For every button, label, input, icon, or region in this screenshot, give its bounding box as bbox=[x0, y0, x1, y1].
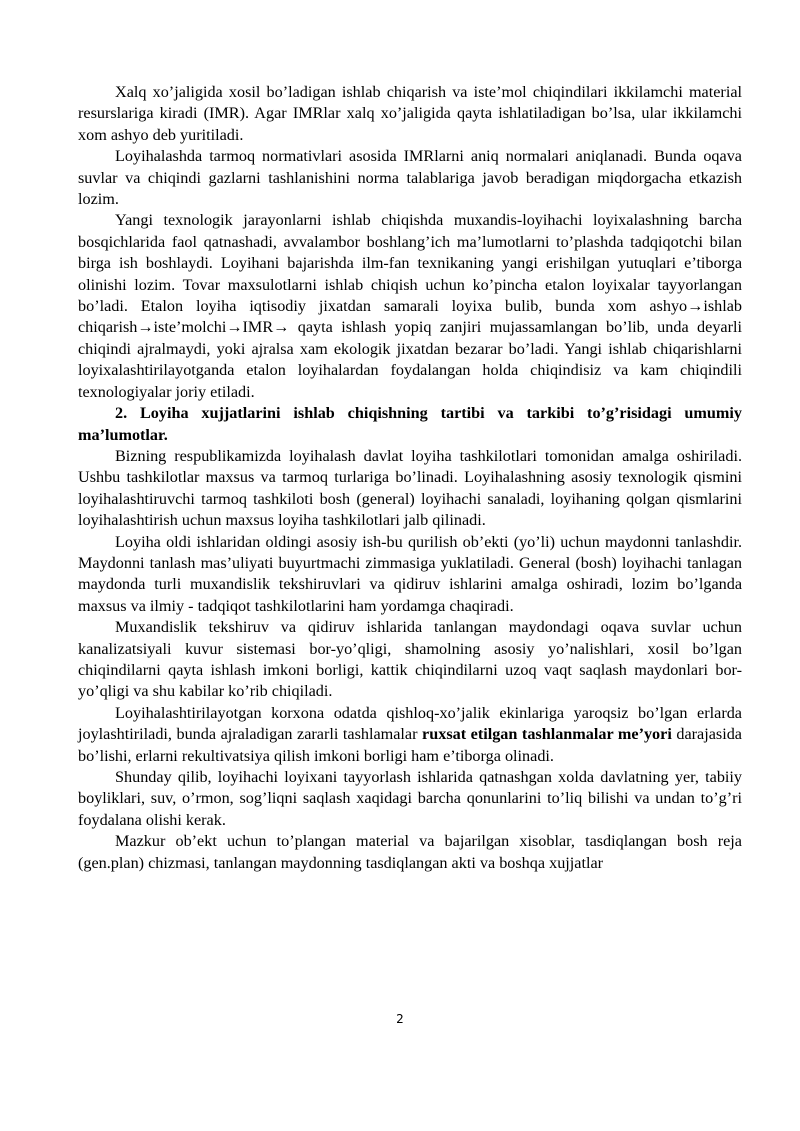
paragraph-7-text-start: Loyihalashtirilayotgan korxona odatda qishloq-xo’jalik ekinlariga yaroqsiz bo’lgan erlarda joylashtiriladi, bunda ajraladigan zararli tashlamalar bbox=[78, 703, 742, 744]
paragraph-7 bbox=[78, 703, 742, 767]
paragraph-6: Muxandislik tekshiruv va qidiruv ishlarida tanlangan maydondagi oqava suvlar uchun kanalizatsiyali kuvur sistemasi bor-yo’qligi, shamolning asosiy yo’nalishlari, xosil bo’lgan chiqindilarni qayta ishlash imkoni borligi, kattik chiqindilarni uzoq vaqt saqlash maydonlari bor-yo’qligi va shu kabilar ko’rib chiqiladi. bbox=[78, 618, 742, 701]
paragraph-2: Loyihalashda tarmoq normativlari asosida IMRlarni aniq normalari aniqlanadi. Bunda oqava suvlar va chiqindi gazlarni tashlanishini norma talablariga javob beradigan miqdorgacha etkazish lozim. bbox=[78, 147, 742, 209]
document-page bbox=[78, 82, 742, 874]
page-number: 2 bbox=[396, 1012, 404, 1026]
paragraph-7-bold-term: ruxsat etilgan tashlanmalar me’yori bbox=[422, 725, 672, 744]
paragraph-5: Loyiha oldi ishlaridan oldingi asosiy ish-bu qurilish ob’ekti (yo’li) uchun maydonni tanlashdir. Maydonni tanlash mas’uliyati buyurtmachi zimmasiga yuklatiladi. General (bosh) loyihachi tanlagan maydonda turli muxandislik tekshiruvlari va qidiruv ishlarini amalga oshiradi, lozim bo’lganda maxsus va ilmiy - tadqiqot tashkilotlarini ham yordamga chaqiradi. bbox=[78, 532, 742, 615]
paragraph-9: Mazkur ob’ekt uchun to’plangan material va bajarilgan xisoblar, tasdiqlangan bosh reja (gen.plan) chizmasi, tanlangan maydonning tasdiqlangan akti va boshqa xujjatlar bbox=[78, 832, 742, 872]
section-heading: 2. Loyiha xujjatlarini ishlab chiqishning tartibi va tarkibi to’g’risidagi umumiy ma’lumotlar. bbox=[78, 404, 742, 444]
paragraph-3: Yangi texnologik jarayonlarni ishlab chiqishda muxandis-loyihachi loyixalashning barcha bosqichlarida faol qatnashadi, avvalambor boshlang’ich ma’lumotlarni to’plashda tadqiqotchi bilan birga ish boshlaydi. Loyihani bajarishda ilm-fan texnikaning yangi erishilgan yutuqlari e’tiborga olinishi lozim. Tovar maxsulotlarni ishlab chiqish uchun ko’pincha etalon loyixalar tayyorlangan bo’ladi. Etalon loyiha iqtisodiy jixatdan samarali loyixa bulib, bunda xom ashyo→ishlab chiqarish→iste’molchi→IMR→ qayta ishlash yopiq zanjiri mujassamlangan bo’lib, unda deyarli chiqindi ajralmaydi, yoki ajralsa xam ekologik jixatdan bezarar bo’ladi. Yangi ishlab chiqarishlarni loyixalashtirilayotganda etalon loyihalardan foydalangan holda chiqindisiz va kam chiqindili texnologiyalar joriy etiladi. bbox=[78, 211, 742, 401]
paragraph-4: Bizning respublikamizda loyihalash davlat loyiha tashkilotlari tomonidan amalga oshiriladi. Ushbu tashkilotlar maxsus va tarmoq turlariga bo’linadi. Loyihalashning asosiy texnologik qismini loyihalashtiruvchi tarmoq tashkiloti bosh (general) loyihachi sanaladi, loyihaning qolgan qismlarini loyihalashtirish uchun maxsus loyiha tashkilotlari jalb qilinadi. bbox=[78, 446, 742, 530]
paragraph-1: Xalq xo’jaligida xosil bo’ladigan ishlab chiqarish va iste’mol chiqindilari ikkilamchi material resurslariga kiradi (IMR). Agar IMRlar xalq xo’jaligida qayta ishlatiladigan bo’lsa, ular ikkilamchi xom ashyo deb yuritiladi. bbox=[78, 83, 742, 144]
paragraph-8: Shunday qilib, loyihachi loyixani tayyorlash ishlarida qatnashgan xolda davlatning yer, tabiiy boyliklari, suv, o’rmon, sog’liqni saqlash xaqidagi barcha qonunlarini to’liq bilishi va undan to’g’ri foydalana olishi kerak. bbox=[78, 768, 742, 829]
paragraph-7-text-end: darajasida bo’lishi, erlarni rekultivatsiya qilish imkoni borligi ham e’tiborga olinadi. bbox=[78, 725, 742, 765]
